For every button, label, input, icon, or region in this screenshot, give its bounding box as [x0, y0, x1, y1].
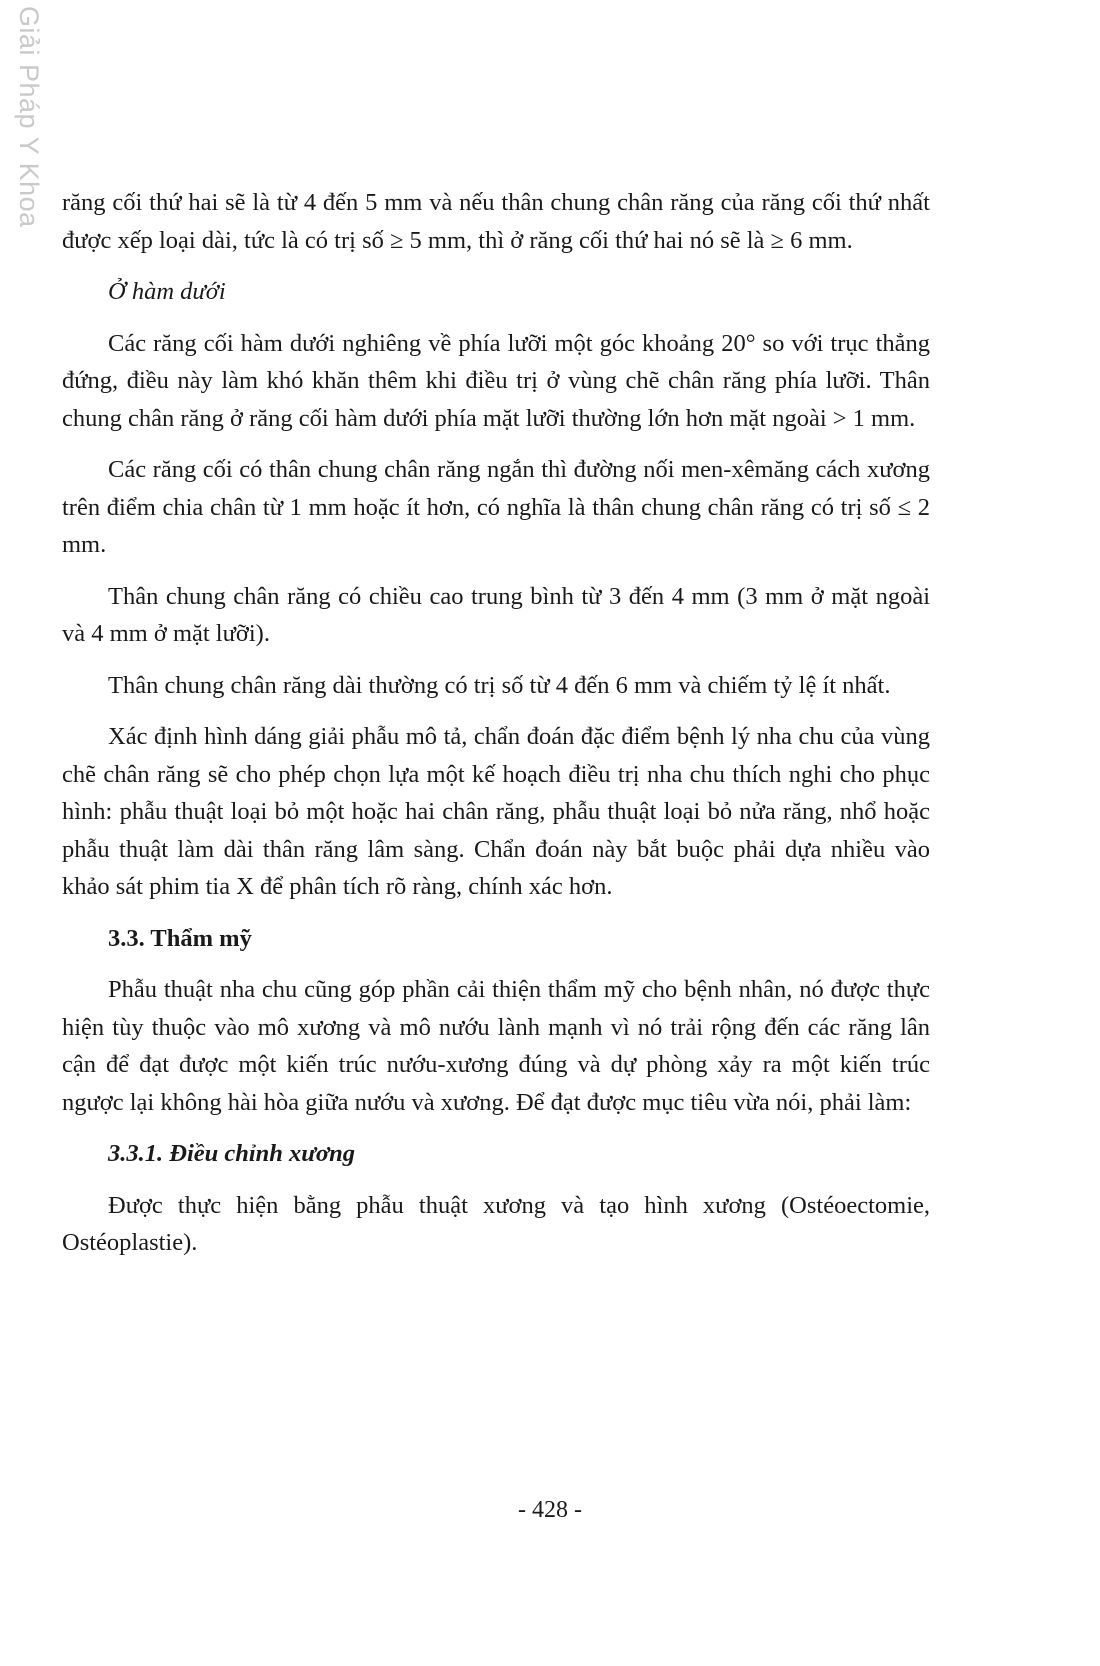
- paragraph-aesthetics: Phẫu thuật nha chu cũng góp phần cải thiện thẩm mỹ cho bệnh nhân, nó được thực hiện tùy thuộc vào mô xương và mô nướu lành mạnh vì nó trải rộng đến các răng lân cận để đạt được một kiến trúc nướu-xương đúng và dự phòng xảy ra một kiến trúc ngược lại không hài hòa giữa nướu và xương. Để đạt được mục tiêu vừa nói, phải làm:: [62, 976, 930, 1116]
- paragraph-long-root-trunk: Thân chung chân răng dài thường có trị số từ 4 đến 6 mm và chiếm tỷ lệ ít nhất.: [108, 671, 891, 699]
- section-heading-aesthetics: 3.3. Thẩm mỹ: [108, 924, 252, 952]
- watermark-text: Giải Pháp Y Khoa: [14, 6, 44, 228]
- paragraph-diagnosis: Xác định hình dáng giải phẫu mô tả, chẩn đoán đặc điểm bệnh lý nha chu của vùng chẽ chân răng sẽ cho phép chọn lựa một kế hoạch điều trị nha chu thích nghi cho phục hình: phẫu thuật loại bỏ một hoặc hai chân răng, phẫu thuật loại bỏ nửa răng, nhổ hoặc phẫu thuật làm dài thân răng lâm sàng. Chẩn đoán này bắt buộc phải dựa nhiều vào khảo sát phim tia X để phân tích rõ ràng, chính xác hơn.: [62, 723, 930, 900]
- paragraph-short-root-trunk: Các răng cối có thân chung chân răng ngắn thì đường nối men-xêmăng cách xương trên điểm chia chân từ 1 mm hoặc ít hơn, có nghĩa là thân chung chân răng có trị số ≤ 2 mm.: [62, 456, 930, 558]
- paragraph-continuation: răng cối thứ hai sẽ là từ 4 đến 5 mm và nếu thân chung chân răng của răng cối thứ nhất được xếp loại dài, tức là có trị số ≥ 5 mm, thì ở răng cối thứ hai nó sẽ là ≥ 6 mm.: [62, 189, 930, 254]
- paragraph-average-root-trunk: Thân chung chân răng có chiều cao trung bình từ 3 đến 4 mm (3 mm ở mặt ngoài và 4 mm ở mặt lưỡi).: [62, 582, 930, 647]
- paragraph-lower-jaw-inclination: Các răng cối hàm dưới nghiêng về phía lưỡi một góc khoảng 20° so với trục thẳng đứng, điều này làm khó khăn thêm khi điều trị ở vùng chẽ chân răng phía lưỡi. Thân chung chân răng ở răng cối hàm dưới phía mặt lưỡi thường lớn hơn mặt ngoài > 1 mm.: [62, 329, 930, 432]
- subsection-heading-bone-adjustment: 3.3.1. Điều chỉnh xương: [108, 1140, 356, 1167]
- paragraph-bone-surgery: Được thực hiện bằng phẫu thuật xương và tạo hình xương (Ostéoectomie, Ostéoplastie).: [62, 1191, 930, 1256]
- page-content: [62, 184, 930, 1262]
- page-number: - 428 -: [518, 1497, 582, 1523]
- subheading-lower-jaw: Ở hàm dưới: [108, 278, 226, 305]
